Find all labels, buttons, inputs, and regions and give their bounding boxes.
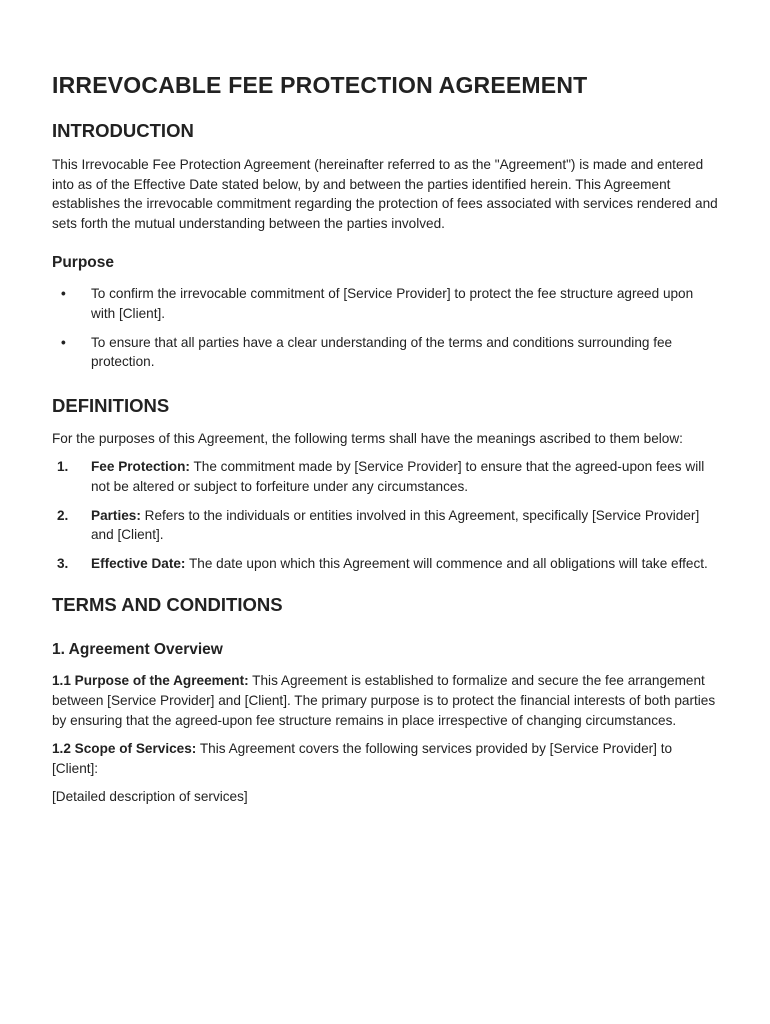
definition-item: [52, 457, 718, 496]
document-title: IRREVOCABLE FEE PROTECTION AGREEMENT: [52, 72, 588, 98]
definitions-intro: For the purposes of this Agreement, the following terms shall have the meanings ascribed to them below:: [52, 430, 683, 446]
introduction-heading: INTRODUCTION: [52, 120, 194, 141]
purpose-item-text: To confirm the irrevocable commitment of [Service Provider] to protect the fee structure agreed upon with [Client].: [91, 286, 694, 321]
definition-term: Fee Protection:: [91, 459, 190, 475]
clause-label: 1.1 Purpose of the Agreement:: [52, 673, 249, 689]
definition-number: 3.: [57, 555, 69, 571]
clause-text: This Agreement covers the following services provided by [Service Provider] to [Client]:: [52, 741, 673, 776]
clause-scope: [52, 739, 718, 778]
purpose-item: [52, 284, 718, 323]
definitions-heading: DEFINITIONS: [52, 394, 170, 416]
services-placeholder: [Detailed description of services]: [52, 789, 248, 805]
purpose-item-text: To ensure that all parties have a clear understanding of the terms and conditions surrounding fee protection.: [91, 334, 673, 370]
definition-number: 2.: [57, 507, 69, 523]
definition-item: [52, 554, 718, 574]
purpose-heading: Purpose: [52, 254, 115, 272]
definition-text: The commitment made by [Service Provider] to ensure that the agreed-upon fees will not be altered or subject to forfeiture under any circumstances.: [91, 459, 705, 494]
definition-text: The date upon which this Agreement will commence and all obligations will take effect.: [185, 555, 708, 571]
terms-heading: TERMS AND CONDITIONS: [52, 594, 283, 616]
purpose-list: [52, 284, 718, 371]
clause-purpose: [52, 671, 718, 730]
bullet-icon: •: [61, 334, 66, 350]
definition-number: 1.: [57, 459, 69, 475]
clause-text: This Agreement is established to formalize and secure the fee arrangement between [Service Provider] and [Client]. The primary purpose is to protect the financial interests of both parties by ensuring that the agreed-upon fee structure remains in place irrespective of changing circumstances.: [52, 673, 716, 728]
introduction-paragraph: This Irrevocable Fee Protection Agreement (hereinafter referred to as the "Agreement") is made and entered into as of the Effective Date stated below, by and between the parties identified herein. This Agreement establishes the irrevocable commitment regarding the protection of fees associated with services rendered and sets forth the mutual understanding between the parties involved.: [52, 157, 718, 231]
definition-text: Refers to the individuals or entities involved in this Agreement, specifically [Service Provider] and [Client].: [91, 507, 700, 543]
bullet-icon: •: [61, 286, 66, 302]
agreement-overview-heading: 1. Agreement Overview: [52, 641, 223, 659]
clause-label: 1.2 Scope of Services:: [52, 741, 197, 757]
purpose-item: [52, 333, 718, 372]
definitions-list: [52, 457, 718, 573]
definition-term: Effective Date:: [91, 555, 186, 571]
definition-item: [52, 506, 718, 545]
definition-term: Parties:: [91, 507, 141, 523]
